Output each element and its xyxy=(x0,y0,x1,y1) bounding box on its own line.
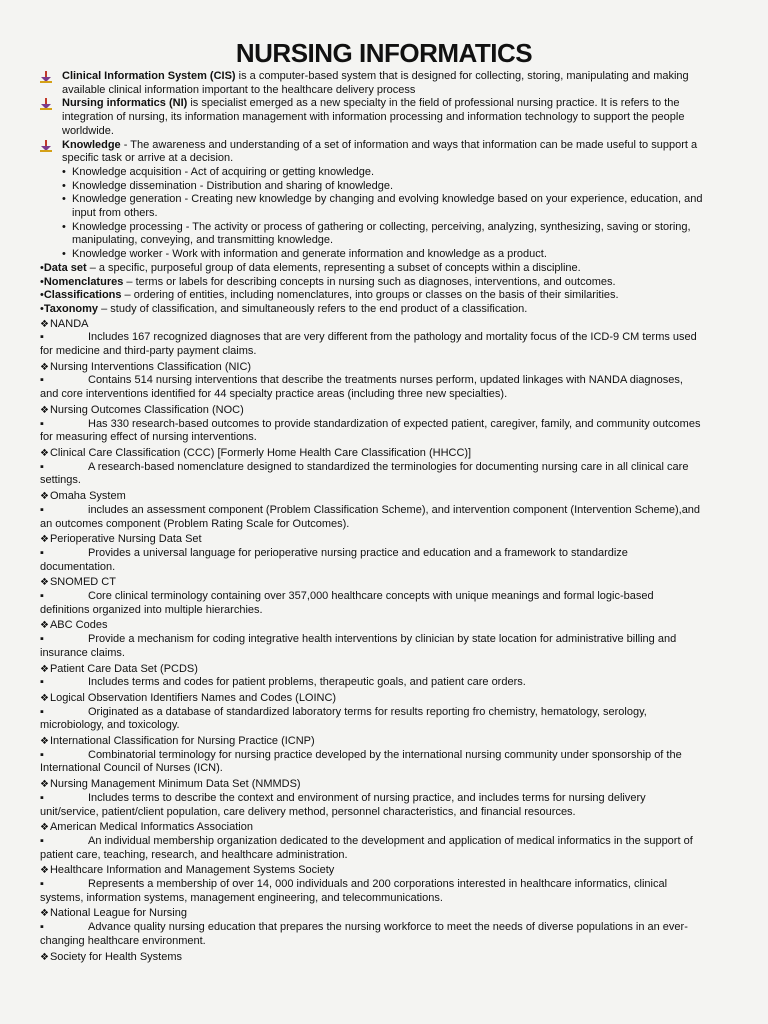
definition-term: Taxonomy xyxy=(43,302,99,315)
system-description-text: An individual membership organization dedicated to the development and application of medical informatics in the support of xyxy=(88,834,693,847)
system-name: Nursing Interventions Classification (NIC) xyxy=(49,360,252,373)
page-title: NURSING INFORMATICS xyxy=(235,38,533,68)
system-description-text: Includes 167 recognized diagnoses that are very different from the pathology and mortality focus of the ICD-9 CM terms used xyxy=(88,331,697,344)
document-body xyxy=(40,70,722,964)
square-bullet-icon: ▪ xyxy=(40,503,44,516)
knowledge-item-text: Knowledge worker - Work with information and generate information and knowledge as a product. xyxy=(72,248,547,261)
bullet-dot-icon: • xyxy=(40,302,44,315)
knowledge-bullets xyxy=(40,166,722,262)
diamond-bullet-icon: ❖ xyxy=(40,318,49,330)
definition-item xyxy=(40,262,722,276)
square-bullet-icon: ▪ xyxy=(40,417,44,430)
system-description-continued: changing healthcare environment. xyxy=(40,934,206,947)
system-name: Healthcare Information and Management Systems Society xyxy=(49,864,335,877)
system-description xyxy=(40,374,722,388)
system-name: Patient Care Data Set (PCDS) xyxy=(49,662,198,675)
definition-item xyxy=(40,289,722,303)
system-description-text: Includes terms to describe the context and environment of nursing practice, and includes terms for nursing delivery xyxy=(88,791,646,804)
diamond-bullet-icon: ❖ xyxy=(40,736,49,748)
definition-text: – study of classification, and simultaneously refers to the end product of a classification. xyxy=(98,302,528,315)
system-heading xyxy=(40,692,722,706)
system-description-continued: International Council of Nurses (ICN). xyxy=(40,762,223,775)
bullet-dot-icon: • xyxy=(40,289,44,302)
square-bullet-icon: ▪ xyxy=(40,546,44,559)
system-heading xyxy=(40,619,722,633)
system-heading xyxy=(40,318,722,332)
square-bullet-icon: ▪ xyxy=(40,460,44,473)
system-description xyxy=(40,835,722,849)
system-name: ABC Codes xyxy=(49,619,108,632)
square-bullet-icon: ▪ xyxy=(40,331,44,344)
system-name: Nursing Management Minimum Data Set (NMMDS) xyxy=(49,778,301,791)
system-description xyxy=(40,921,722,935)
system-description-continued: insurance claims. xyxy=(40,646,125,659)
key-term-item xyxy=(40,70,722,97)
square-bullet-icon: ▪ xyxy=(40,878,44,891)
system-description-continued: patient care, teaching, research, and healthcare administration. xyxy=(40,848,348,861)
system-description xyxy=(40,749,722,763)
system-heading xyxy=(40,864,722,878)
key-term-definition: is specialist emerged as a new specialty in the field of professional nursing practice. It is refers to the integration of nursing, its information management with information processing and information technology to support the people worldwide. xyxy=(62,97,685,137)
system-description-continued: and core interventions identified for 44 specialty practice areas (including three new specialties). xyxy=(40,388,508,401)
system-description-continued: systems, information systems, management engineering, and telecommunications. xyxy=(40,891,443,904)
diamond-bullet-icon: ❖ xyxy=(40,361,49,373)
bullet-dot-icon: • xyxy=(62,179,66,192)
system-name: International Classification for Nursing Practice (ICNP) xyxy=(49,735,315,748)
diamond-bullet-icon: ❖ xyxy=(40,491,49,503)
square-bullet-icon: ▪ xyxy=(40,590,44,603)
system-description-continued: microbiology, and toxicology. xyxy=(40,719,180,732)
system-heading xyxy=(40,821,722,835)
system-name: Perioperative Nursing Data Set xyxy=(49,533,202,546)
system-heading xyxy=(40,735,722,749)
system-description-continued: unit/service, patient/client population, care delivery method, personnel characteristics, and financial resources. xyxy=(40,805,576,818)
square-bullet-icon: ▪ xyxy=(40,676,44,689)
system-heading xyxy=(40,490,722,504)
square-bullet-icon: ▪ xyxy=(40,633,44,646)
key-terms-list xyxy=(40,70,722,166)
bullet-dot-icon: • xyxy=(40,261,44,274)
diamond-bullet-icon: ❖ xyxy=(40,908,49,920)
system-description-text: Advance quality nursing education that prepares the nursing workforce to meet the needs of diverse populations in an ever- xyxy=(88,921,688,934)
bullet-dot-icon: • xyxy=(62,193,66,206)
system-heading xyxy=(40,951,722,965)
knowledge-item-text: Knowledge acquisition - Act of acquiring or getting knowledge. xyxy=(72,165,375,178)
diamond-bullet-icon: ❖ xyxy=(40,404,49,416)
system-heading xyxy=(40,663,722,677)
system-description-text: Provides a universal language for perioperative nursing practice and education and a framework to standardize xyxy=(88,546,628,559)
key-term-definition: - The awareness and understanding of a set of information and ways that information can be made useful to support a specific task or arrive at a decision. xyxy=(62,138,698,165)
bullet-dot-icon: • xyxy=(40,275,44,288)
system-description-text: Provide a mechanism for coding integrative health interventions by clinician by state location for administrative billing and xyxy=(88,633,677,646)
bullet-dot-icon: • xyxy=(62,248,66,261)
system-description xyxy=(40,676,722,690)
diamond-bullet-icon: ❖ xyxy=(40,951,49,963)
knowledge-item-text: Knowledge generation - Creating new knowledge by changing and evolving knowledge based on your experience, education, and input from others. xyxy=(72,193,703,220)
square-bullet-icon: ▪ xyxy=(40,748,44,761)
diamond-bullet-icon: ❖ xyxy=(40,620,49,632)
key-term: Clinical Information System (CIS) xyxy=(62,70,236,82)
system-description-text: A research-based nomenclature designed to standardized the terminologies for documenting nursing care in all clinical care xyxy=(88,460,689,473)
system-name: Nursing Outcomes Classification (NOC) xyxy=(49,403,244,416)
key-term-item xyxy=(40,97,722,138)
square-bullet-icon: ▪ xyxy=(40,374,44,387)
system-description-continued: definitions organized into multiple hierarchies. xyxy=(40,603,263,616)
system-description xyxy=(40,633,722,647)
square-bullet-icon: ▪ xyxy=(40,705,44,718)
system-name: Society for Health Systems xyxy=(49,950,183,963)
knowledge-item xyxy=(40,221,722,248)
definition-item xyxy=(40,303,722,317)
diamond-bullet-icon: ❖ xyxy=(40,822,49,834)
definition-text: – a specific, purposeful group of data elements, representing a subset of concepts within a discipline. xyxy=(86,261,581,274)
diamond-bullet-icon: ❖ xyxy=(40,865,49,877)
knowledge-item xyxy=(40,180,722,194)
system-description-continued: for measuring effect of nursing interventions. xyxy=(40,431,257,444)
system-heading xyxy=(40,533,722,547)
definitions-list xyxy=(40,262,722,317)
classification-systems-list xyxy=(40,318,722,965)
system-description-text: Core clinical terminology containing over 357,000 healthcare concepts with unique meanings and formal logic-based xyxy=(88,590,654,603)
diamond-bullet-icon: ❖ xyxy=(40,534,49,546)
definition-text: – terms or labels for describing concepts in nursing such as diagnoses, interventions, and outcomes. xyxy=(123,275,616,288)
system-description xyxy=(40,461,722,475)
system-description xyxy=(40,590,722,604)
system-heading xyxy=(40,361,722,375)
system-description-continued: an outcomes component (Problem Rating Scale for Outcomes). xyxy=(40,517,350,530)
bullet-dot-icon: • xyxy=(62,220,66,233)
square-bullet-icon: ▪ xyxy=(40,791,44,804)
knowledge-item xyxy=(40,248,722,262)
system-description-text: Contains 514 nursing interventions that describe the treatments nurses perform, updated linkages with NANDA diagnoses, xyxy=(88,374,683,387)
system-description-continued: documentation. xyxy=(40,560,116,573)
system-description xyxy=(40,504,722,518)
arrow-bullet-icon xyxy=(40,140,52,152)
system-description-continued: settings. xyxy=(40,474,81,487)
bullet-dot-icon: • xyxy=(62,165,66,178)
system-heading xyxy=(40,447,722,461)
knowledge-item-text: Knowledge dissemination - Distribution and sharing of knowledge. xyxy=(72,179,394,192)
system-description xyxy=(40,331,722,345)
system-name: Logical Observation Identifiers Names and Codes (LOINC) xyxy=(49,691,337,704)
key-term-definition: is a computer-based system that is designed for collecting, storing, manipulating and making available clinical information important to the healthcare delivery process xyxy=(62,70,689,96)
knowledge-item-text: Knowledge processing - The activity or process of gathering or collecting, perceiving, analyzing, synthesizing, saving or storing, manipulating, conveying, and transmitting knowledge. xyxy=(72,220,691,247)
system-description-text: Has 330 research-based outcomes to provide standardization of expected patient, caregiver, family, and community outcomes xyxy=(88,417,701,430)
system-heading xyxy=(40,576,722,590)
diamond-bullet-icon: ❖ xyxy=(40,663,49,675)
system-name: NANDA xyxy=(49,317,89,330)
square-bullet-icon: ▪ xyxy=(40,834,44,847)
system-description-continued: for medicine and third-party payment claims. xyxy=(40,345,257,358)
system-description xyxy=(40,547,722,561)
system-description-text: Represents a membership of over 14, 000 individuals and 200 corporations interested in healthcare informatics, clinical xyxy=(88,878,668,891)
system-description xyxy=(40,706,722,720)
definition-item xyxy=(40,276,722,290)
system-description xyxy=(40,792,722,806)
system-description-text: Originated as a database of standardized laboratory terms for results reporting fro chemistry, hematology, serology, xyxy=(88,705,647,718)
system-heading xyxy=(40,907,722,921)
knowledge-item xyxy=(40,166,722,180)
system-name: SNOMED CT xyxy=(49,576,116,589)
system-description-text: Combinatorial terminology for nursing practice developed by the international nursing community under sponsorship of the xyxy=(88,748,682,761)
definition-term: Data set xyxy=(43,261,87,274)
system-name: Omaha System xyxy=(49,490,126,503)
diamond-bullet-icon: ❖ xyxy=(40,577,49,589)
diamond-bullet-icon: ❖ xyxy=(40,779,49,791)
definition-text: – ordering of entities, including nomenclatures, into groups or classes on the basis of their similarities. xyxy=(121,289,619,302)
system-description-text: includes an assessment component (Problem Classification Scheme), and intervention component (Intervention Scheme),and xyxy=(88,503,701,516)
system-heading xyxy=(40,778,722,792)
system-name: National League for Nursing xyxy=(49,907,187,920)
key-term: Knowledge xyxy=(62,138,121,151)
system-description xyxy=(40,418,722,432)
square-bullet-icon: ▪ xyxy=(40,921,44,934)
arrow-bullet-icon xyxy=(40,98,52,110)
system-name: Clinical Care Classification (CCC) [Formerly Home Health Care Classification (HHCC)] xyxy=(49,446,472,459)
diamond-bullet-icon: ❖ xyxy=(40,447,49,459)
system-heading xyxy=(40,404,722,418)
arrow-bullet-icon xyxy=(40,71,52,83)
key-term: Nursing informatics (NI) xyxy=(62,97,188,110)
system-name: American Medical Informatics Association xyxy=(49,821,253,834)
diamond-bullet-icon: ❖ xyxy=(40,692,49,704)
key-term-item xyxy=(40,139,722,166)
definition-term: Classifications xyxy=(43,289,122,302)
system-description xyxy=(40,878,722,892)
knowledge-item xyxy=(40,193,722,220)
definition-term: Nomenclatures xyxy=(43,275,124,288)
system-description-text: Includes terms and codes for patient problems, therapeutic goals, and patient care orders. xyxy=(88,676,526,689)
